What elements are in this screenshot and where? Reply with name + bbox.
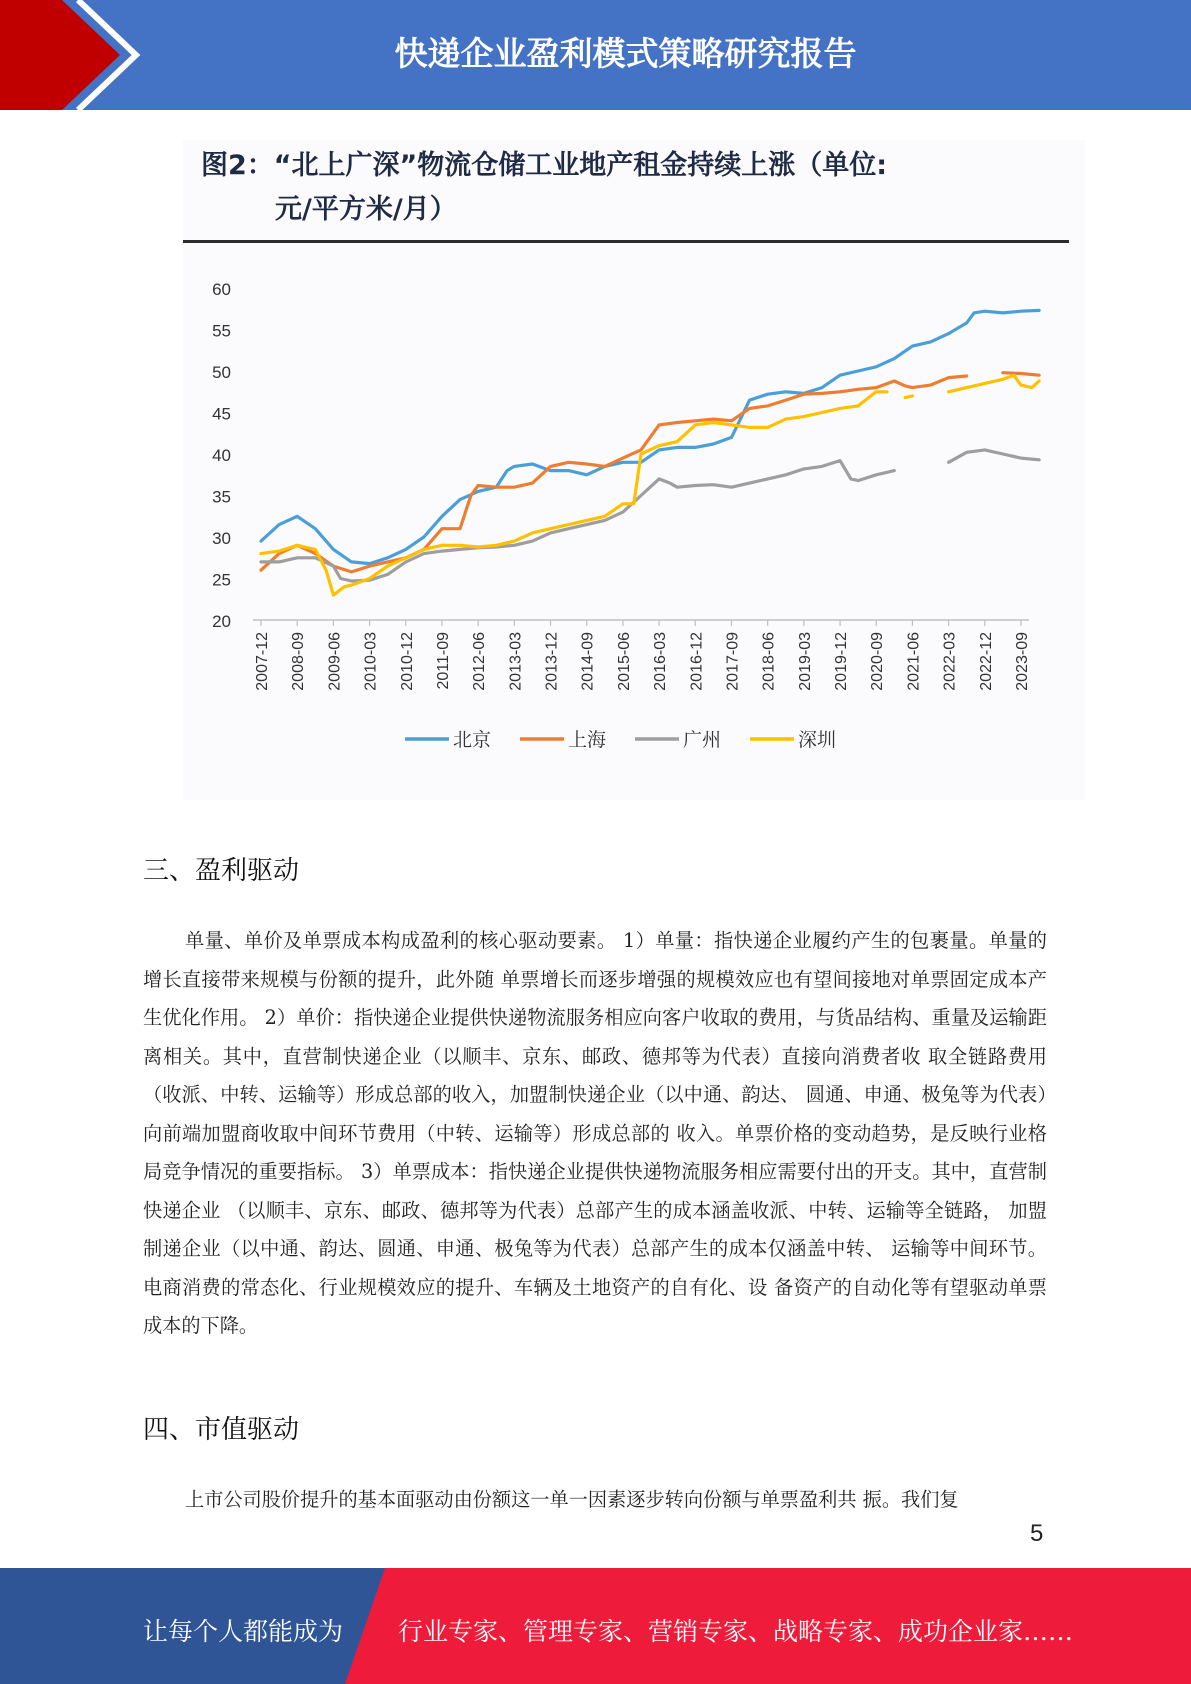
legend-label: 北京: [453, 729, 492, 751]
x-tick-label: 2013-12: [543, 632, 561, 691]
x-tick-label: 2019-03: [796, 632, 814, 691]
x-tick-label: 2009-06: [326, 632, 344, 691]
y-tick-label: 30: [212, 529, 231, 548]
x-tick-label: 2012-06: [471, 632, 489, 691]
y-tick-label: 20: [212, 612, 231, 631]
footer-slogan-left: 让每个人都能成为: [143, 1617, 344, 1646]
figure-caption-line1: “北上广深”物流仓储工业地产租金持续上涨（单位:: [273, 150, 888, 181]
y-tick-label: 45: [212, 404, 231, 424]
series-line-广州: [949, 450, 1040, 462]
series-line-深圳: [261, 392, 887, 595]
series-line-深圳: [905, 396, 912, 398]
document-title: 快递企业盈利模式策略研究报告: [394, 34, 857, 73]
x-tick-label: 2022-12: [977, 632, 995, 691]
x-tick-label: 2023-09: [1014, 632, 1031, 691]
x-tick-label: 2022-03: [941, 632, 959, 691]
x-tick-label: 2019-12: [833, 632, 851, 691]
y-tick-label: 60: [212, 280, 231, 299]
section-paragraph-market-cap-drivers: 上市公司股价提升的基本面驱动由份额这一单一因素逐步转向份额与单票盈利共 振。我们复: [185, 1488, 959, 1511]
legend-label: 广州: [683, 729, 722, 751]
y-tick-label: 25: [212, 570, 231, 590]
legend-label: 上海: [568, 729, 607, 751]
x-tick-label: 2010-03: [362, 632, 380, 691]
figure-rent-chart: [183, 140, 1085, 800]
x-tick-label: 2011-09: [434, 632, 452, 690]
x-tick-label: 2015-06: [615, 632, 633, 691]
figure-caption-prefix: 图2：: [201, 150, 274, 181]
x-tick-label: 2016-12: [688, 632, 706, 691]
x-tick-label: 2013-03: [507, 632, 525, 691]
header-bar: [0, 0, 1191, 110]
x-tick-label: 2018-06: [760, 632, 778, 691]
section-heading-profit-drivers: 三、盈利驱动: [143, 856, 300, 886]
x-tick-label: 2021-06: [905, 632, 923, 691]
y-tick-label: 50: [212, 363, 231, 382]
y-tick-label: 55: [212, 321, 231, 341]
x-tick-label: 2016-03: [652, 632, 670, 691]
line-chart: [183, 140, 1085, 800]
x-tick-label: 2010-12: [398, 632, 416, 691]
x-tick-label: 2017-09: [724, 632, 742, 691]
legend-label: 深圳: [798, 729, 837, 751]
y-tick-label: 35: [212, 487, 231, 507]
x-tick-label: 2007-12: [254, 632, 271, 691]
x-tick-label: 2014-09: [579, 632, 597, 691]
x-tick-label: 2008-09: [290, 632, 308, 691]
series-line-上海: [1003, 373, 1039, 376]
footer-slogan-right: 行业专家、管理专家、营销专家、战略专家、成功企业家……: [398, 1617, 1074, 1646]
x-tick-label: 2020-09: [869, 632, 887, 691]
section-paragraph-profit-drivers: 单量、单价及单票成本构成盈利的核心驱动要素。 1）单量：指快递企业履约产生的包裹量。单量的增长直接带来规模与份额的提升，此外随 单票增长而逐步增强的规模效应也有望间接地对单票固定成本产生优化作用。 2）单价：指快递企业提供快递物流服务相应向客户收取的费用，与货品结构、重量及运输距离相关。其中，直营制快递企业（以顺丰、京东、邮政、德邦等为代表）直接向消费者收 取全链路费用（收派、中转、运输等）形成总部的收入，加盟制快递企业（以中通、韵达、 圆通、申通、极兔等为代表）向前端加盟商收取中间环节费用（中转、运输等）形成总部的 收入。单票价格的变动趋势，是反映行业格局竞争情况的重要指标。 3）单票成本：指快递企业提供快递物流服务相应需要付出的开支。其中，直营制快递企业 （以顺丰、京东、邮政、德邦等为代表）总部产生的成本涵盖收派、中转、运输等全链路， 加盟制递企业（以中通、韵达、圆通、申通、极兔等为代表）总部产生的成本仅涵盖中转、 运输等中间环节。电商消费的常态化、行业规模效应的提升、车辆及土地资产的自有化、设 备资产的自动化等有望驱动单票成本的下降。: [143, 929, 1047, 1337]
section-heading-market-cap-drivers: 四、市值驱动: [143, 1415, 300, 1445]
page-number: 5: [1030, 1520, 1044, 1547]
figure-caption-line2: 元/平方米/月）: [275, 194, 457, 225]
y-tick-label: 40: [212, 446, 231, 465]
